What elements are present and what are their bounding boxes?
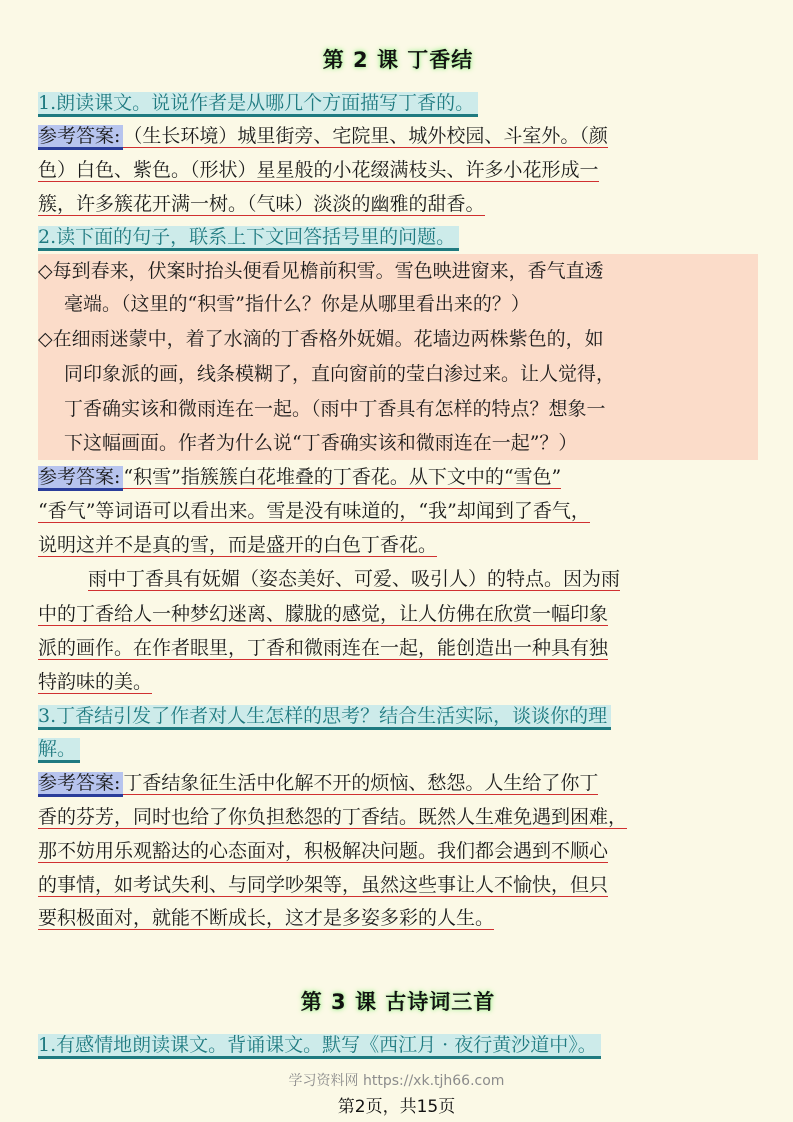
question-3-line-1: 3.丁香结引发了作者对人生怎样的思考？结合生活实际，谈谈你的理 — [38, 701, 611, 731]
answer-3-line-1: 参考答案: 丁香结象征生活中化解不开的烦恼、愁怨。人生给了你丁 — [38, 768, 598, 798]
page-number: 第2页，共15页 — [337, 1097, 456, 1117]
answer-2-line: 中的丁香给人一种梦幻迷离、朦胧的感觉，让人仿佛在欣赏一幅印象 — [38, 603, 609, 625]
question-1: 1.朗读课文。说说作者是从哪几个方面描写丁香的。 — [38, 88, 478, 118]
answer-3-line: 的事情，如考试失利、与同学吵架等，虽然这些事让人不愉快，但只 — [38, 874, 609, 896]
answer-3-line: 那不妨用乐观豁达的心态面对，积极解决问题。我们都会遇到不顺心 — [38, 840, 609, 862]
question-3-line-2: 解。 — [38, 734, 80, 764]
excerpt-line: ◇在细雨迷蒙中，着了水滴的丁香格外妩媚。花墙边两株紫色的，如 — [38, 328, 604, 350]
excerpt-line: 同印象派的画，线条模糊了，直向窗前的莹白渗过来。让人觉得， — [64, 363, 616, 385]
excerpt-line: ◇每到春来，伏案时抬头便看见檐前积雪。雪色映进窗来，香气直透 — [38, 260, 604, 282]
lesson-3-title: 第 3 课 古诗词三首 — [300, 990, 496, 1014]
answer-3-line: 要积极面对，就能不断成长，这才是多姿多彩的人生。 — [38, 907, 495, 929]
answer-2-line-1: 参考答案: “积雪”指簇簇白花堆叠的丁香花。从下文中的“雪色” — [38, 462, 561, 492]
answer-3-line: 香的芬芳，同时也给了你负担愁怨的丁香结。既然人生难免遇到困难， — [38, 806, 628, 828]
lesson-2-title: 第 2 课 丁香结 — [322, 48, 474, 72]
excerpt-line: 毫端。（这里的“积雪”指什么？你是从哪里看出来的？） — [64, 293, 530, 315]
answer-1-line-1: 参考答案: （生长环境）城里街旁、宅院里、城外校园、斗室外。（颜 — [38, 121, 608, 151]
answer-label: 参考答案: — [38, 466, 123, 491]
question-2: 2.读下面的句子，联系上下文回答括号里的问题。 — [38, 222, 459, 252]
excerpt-line: 下这幅画面。作者为什么说“丁香确实该和微雨连在一起”？） — [64, 432, 578, 454]
answer-2-line: “香气”等词语可以看出来。雪是没有味道的，“我”却闻到了香气， — [38, 500, 590, 522]
answer-1-line-3: 簇，许多簇花开满一树。（气味）淡淡的幽雅的甜香。 — [38, 193, 485, 215]
footer-site: 学习资料网 https://xk.tjh66.com — [288, 1073, 505, 1089]
answer-label: 参考答案: — [38, 125, 123, 150]
answer-2-line: 派的画作。在作者眼里，丁香和微雨连在一起，能创造出一种具有独 — [38, 637, 609, 659]
answer-2-line: 说明这并不是真的雪，而是盛开的白色丁香花。 — [38, 534, 438, 556]
answer-label: 参考答案: — [38, 772, 123, 797]
answer-2-line: 特韵味的美。 — [38, 671, 153, 693]
answer-1-line-2: 色）白色、紫色。（形状）星星般的小花缀满枝头、许多小花形成一 — [38, 159, 599, 181]
lesson-3-question-1: 1.有感情地朗读课文。背诵课文。默写《西江月 · 夜行黄沙道中》。 — [38, 1030, 601, 1060]
answer-2-line: 雨中丁香具有妩媚（姿态美好、可爱、吸引人）的特点。因为雨 — [88, 568, 621, 590]
excerpt-line: 丁香确实该和微雨连在一起。（雨中丁香具有怎样的特点？想象一 — [64, 398, 606, 420]
